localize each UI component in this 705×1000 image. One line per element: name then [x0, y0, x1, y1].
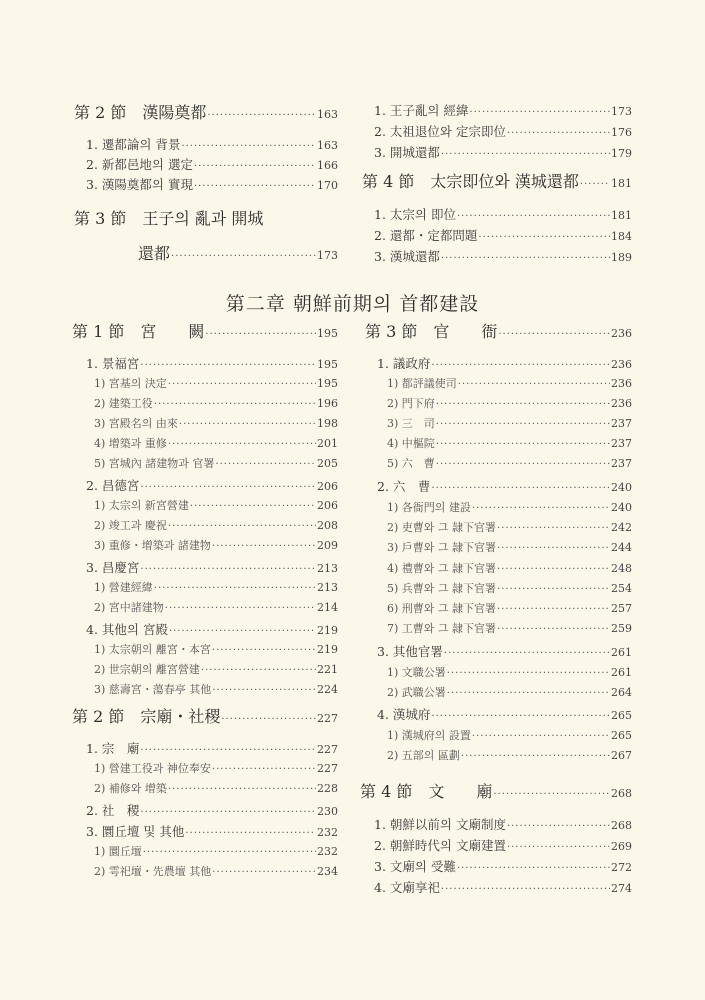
page-number: 224 — [317, 683, 338, 696]
dot-leader — [436, 457, 610, 470]
dot-leader — [436, 437, 610, 450]
entry-label: 4) 增築과 重修 — [94, 437, 167, 450]
dot-leader — [441, 145, 610, 160]
entry-label: 1) 圜丘壇 — [94, 845, 142, 858]
page-number: 227 — [317, 712, 338, 725]
page-number: 196 — [317, 397, 338, 410]
page-number: 237 — [611, 417, 632, 430]
toc-subitem-entry — [94, 415, 338, 431]
dot-leader — [185, 824, 316, 839]
dot-leader — [171, 244, 316, 263]
entry-label: 5) 六 曹 — [387, 457, 435, 470]
entry-label: 3. 其他官署 — [377, 644, 443, 659]
dot-leader — [457, 859, 610, 874]
dot-leader — [497, 521, 610, 534]
dot-leader — [212, 683, 316, 696]
page-number: 179 — [611, 147, 632, 160]
entry-label: 2) 吏曹와 그 隷下官署 — [387, 521, 497, 534]
dot-leader — [447, 666, 610, 679]
dot-leader — [190, 499, 316, 512]
page-number: 206 — [317, 480, 338, 493]
toc-item-entry — [377, 354, 632, 372]
dot-leader — [207, 103, 316, 122]
dot-leader — [212, 762, 316, 775]
entry-label: 第 2 節 漢陽奠都 — [74, 103, 207, 122]
entry-label: 1. 朝鮮以前의 文廟制度 — [374, 817, 506, 832]
page-number: 230 — [317, 805, 338, 818]
entry-label: 3. 漢城還都 — [374, 249, 440, 264]
dot-leader — [441, 249, 610, 264]
entry-label: 2) 補修와 增築 — [94, 782, 167, 795]
entry-label: 2. 太祖退位와 定宗即位 — [374, 124, 506, 139]
toc-subitem-entry — [94, 599, 338, 615]
page-number: 261 — [611, 666, 632, 679]
dot-leader — [457, 207, 610, 222]
page-number: 248 — [611, 562, 632, 575]
toc-subitem-entry — [94, 843, 338, 859]
page-number: 232 — [317, 845, 338, 858]
dot-leader — [472, 501, 610, 514]
toc-item-entry — [86, 175, 338, 193]
page-number: 272 — [611, 861, 632, 874]
dot-leader — [165, 601, 316, 614]
entry-label: 第 1 節 宮 闕 — [72, 322, 205, 341]
toc-section-entry — [72, 319, 338, 342]
toc-item-entry — [374, 878, 632, 896]
entry-label: 1) 文職公署 — [387, 666, 446, 679]
toc-item-entry — [86, 155, 338, 173]
toc-subitem-entry — [94, 537, 338, 553]
page-number: 173 — [317, 249, 338, 262]
entry-label: 2. 新都邑地의 選定 — [86, 157, 193, 172]
page-number: 195 — [317, 377, 338, 390]
dot-leader — [168, 782, 316, 795]
page-number: 244 — [611, 541, 632, 554]
page-number: 227 — [317, 762, 338, 775]
toc-subitem-entry — [387, 435, 632, 451]
entry-label: 3) 慈壽宮・蕩春亭 其他 — [94, 683, 212, 696]
dot-leader — [493, 782, 610, 801]
dot-leader — [497, 582, 610, 595]
toc-item-entry — [377, 642, 632, 660]
entry-label: 5) 兵曹와 그 隷下官署 — [387, 582, 497, 595]
page-number: 195 — [317, 358, 338, 371]
toc-item-entry — [86, 801, 338, 819]
dot-leader — [194, 177, 316, 192]
toc-subitem-entry — [94, 780, 338, 796]
entry-label: 第 2 節 宗廟・社稷 — [72, 707, 221, 726]
toc-subitem-entry — [94, 395, 338, 411]
page-number: 209 — [317, 539, 338, 552]
toc-section-entry — [365, 319, 632, 342]
toc-subitem-entry — [387, 395, 632, 411]
toc-subitem-entry — [387, 580, 632, 596]
dot-leader — [215, 457, 316, 470]
toc-subitem-entry — [387, 620, 632, 636]
dot-leader — [497, 602, 610, 615]
entry-label: 第 4 節 太宗即位와 漢城還都 — [362, 172, 579, 191]
chapter-title: 第二章 朝鮮前期의 首都建設 — [225, 293, 480, 315]
dot-leader — [497, 622, 610, 635]
page-number: 265 — [611, 729, 632, 742]
page-number: 240 — [611, 501, 632, 514]
page-number: 269 — [611, 840, 632, 853]
toc-section-entry — [74, 100, 338, 123]
dot-leader — [497, 562, 610, 575]
entry-label: 6) 刑曹와 그 隷下官署 — [387, 602, 497, 615]
dot-leader — [168, 519, 316, 532]
entry-label: 還都 — [138, 244, 171, 263]
page-number: 213 — [317, 581, 338, 594]
entry-label: 4. 文廟享祀 — [374, 880, 440, 895]
toc-subitem-entry — [387, 539, 632, 555]
dot-leader — [154, 397, 316, 410]
toc-item-entry — [86, 822, 338, 840]
entry-label: 4) 中樞院 — [387, 437, 435, 450]
entry-label: 3) 三 司 — [387, 417, 435, 430]
page-number: 236 — [611, 327, 632, 340]
dot-leader — [580, 172, 610, 191]
page-number: 236 — [611, 397, 632, 410]
toc-subitem-entry — [387, 664, 632, 680]
dot-leader — [507, 817, 610, 832]
entry-label: 2. 朝鮮時代의 文廟建置 — [374, 838, 506, 853]
page-number: 236 — [611, 377, 632, 390]
dot-leader — [140, 356, 316, 371]
toc-subitem-entry — [387, 727, 632, 743]
entry-label: 3. 開城還都 — [374, 145, 440, 160]
entry-label: 2) 建築工役 — [94, 397, 153, 410]
dot-leader — [431, 479, 610, 494]
dot-leader — [212, 643, 316, 656]
dot-leader — [472, 729, 610, 742]
dot-leader — [436, 417, 610, 430]
page-number: 265 — [611, 709, 632, 722]
entry-label: 2. 社 稷 — [86, 803, 140, 818]
entry-label: 2) 宮中諸建物 — [94, 601, 164, 614]
dot-leader — [140, 741, 316, 756]
page-number: 181 — [611, 177, 632, 190]
page-number: 219 — [317, 624, 338, 637]
page-number: 219 — [317, 643, 338, 656]
entry-label: 1) 營建工役과 神位奉安 — [94, 762, 211, 775]
entry-label: 3. 圜丘壇 및 其他 — [86, 824, 185, 839]
dot-leader — [507, 838, 610, 853]
toc-item-entry — [374, 857, 632, 875]
entry-label: 7) 工曹와 그 隷下官署 — [387, 622, 497, 635]
toc-item-entry — [86, 739, 338, 757]
toc-subitem-entry — [387, 600, 632, 616]
entry-label: 1) 各衙門의 建設 — [387, 501, 471, 514]
dot-leader — [469, 103, 610, 118]
page-number: 268 — [611, 787, 632, 800]
page-number: 184 — [611, 230, 632, 243]
entry-label: 5) 宮城內 諸建物과 官署 — [94, 457, 215, 470]
toc-item-entry — [86, 558, 338, 576]
entry-label: 2. 昌德宮 — [86, 478, 140, 493]
page-number: 267 — [611, 749, 632, 762]
toc-section-entry — [138, 241, 338, 264]
page-number: 242 — [611, 521, 632, 534]
page-number: 228 — [317, 782, 338, 795]
page-number: 170 — [317, 179, 338, 192]
toc-section-entry — [74, 206, 338, 229]
dot-leader — [461, 749, 610, 762]
dot-leader — [478, 228, 610, 243]
dot-leader — [201, 663, 316, 676]
page-number: 189 — [611, 251, 632, 264]
toc-item-entry — [377, 477, 632, 495]
entry-label: 2) 門下府 — [387, 397, 435, 410]
dot-leader — [168, 377, 316, 390]
toc-item-entry — [374, 205, 632, 223]
toc-section-entry — [362, 169, 632, 192]
dot-leader — [140, 803, 316, 818]
toc-subitem-entry — [94, 863, 338, 879]
page-number: 201 — [317, 437, 338, 450]
entry-label: 2) 世宗朝의 離宮營建 — [94, 663, 200, 676]
page-number: 234 — [317, 865, 338, 878]
page-number: 237 — [611, 437, 632, 450]
toc-subitem-entry — [387, 560, 632, 576]
dot-leader — [194, 157, 316, 172]
page-number: 163 — [317, 108, 338, 121]
entry-label: 2) 竣工과 慶祝 — [94, 519, 167, 532]
entry-label: 1) 營建經緯 — [94, 581, 153, 594]
dot-leader — [179, 417, 316, 430]
entry-label: 3. 文廟의 受難 — [374, 859, 456, 874]
entry-label: 1) 宮基의 決定 — [94, 377, 167, 390]
entry-label: 2) 五部의 區劃 — [387, 749, 460, 762]
entry-label: 2) 雩祀壇・先農壇 其他 — [94, 865, 212, 878]
page-number: 205 — [317, 457, 338, 470]
dot-leader — [143, 845, 316, 858]
page-number: 257 — [611, 602, 632, 615]
toc-subitem-entry — [94, 760, 338, 776]
page-number: 221 — [317, 663, 338, 676]
toc-subitem-entry — [387, 455, 632, 471]
dot-leader — [212, 539, 316, 552]
entry-label: 第 3 節 官 衙 — [365, 322, 498, 341]
page-number: 240 — [611, 481, 632, 494]
page-number: 261 — [611, 646, 632, 659]
dot-leader — [168, 437, 316, 450]
toc-item-entry — [374, 836, 632, 854]
toc-subitem-entry — [387, 747, 632, 763]
dot-leader — [154, 581, 316, 594]
dot-leader — [507, 124, 610, 139]
entry-label: 3) 重修・增築과 諸建物 — [94, 539, 211, 552]
page-number: 166 — [317, 159, 338, 172]
dot-leader — [181, 137, 316, 152]
toc-subitem-entry — [94, 375, 338, 391]
entry-label: 3. 昌慶宮 — [86, 560, 140, 575]
entry-label: 1. 景福宮 — [86, 356, 140, 371]
entry-label: 3. 漢陽奠都의 實現 — [86, 177, 193, 192]
entry-label: 第 4 節 文 廟 — [360, 782, 493, 801]
entry-label: 3) 宮殿名의 由來 — [94, 417, 178, 430]
toc-item-entry — [374, 143, 632, 161]
entry-label: 4. 漢城府 — [377, 707, 431, 722]
page-number: 181 — [611, 209, 632, 222]
toc-subitem-entry — [94, 497, 338, 513]
toc-subitem-entry — [94, 661, 338, 677]
entry-label: 1. 宗 廟 — [86, 741, 140, 756]
entry-label: 第 3 節 王子의 亂과 開城 — [74, 209, 264, 228]
toc-item-entry — [86, 476, 338, 494]
toc-item-entry — [374, 101, 632, 119]
dot-leader — [140, 478, 316, 493]
entry-label: 1. 太宗의 即位 — [374, 207, 456, 222]
page-number: 237 — [611, 457, 632, 470]
page-number: 198 — [317, 417, 338, 430]
entry-label: 1) 漢城府의 設置 — [387, 729, 471, 742]
entry-label: 1) 太宗朝의 離宮・本宮 — [94, 643, 211, 656]
toc-subitem-entry — [94, 455, 338, 471]
dot-leader — [447, 686, 610, 699]
page-number: 264 — [611, 686, 632, 699]
toc-item-entry — [377, 705, 632, 723]
page-number: 213 — [317, 562, 338, 575]
entry-label: 1) 都評議使司 — [387, 377, 457, 390]
page-number: 232 — [317, 826, 338, 839]
toc-item-entry — [374, 247, 632, 265]
page-number: 195 — [317, 327, 338, 340]
toc-item-entry — [374, 122, 632, 140]
page-number: 268 — [611, 819, 632, 832]
page-number: 254 — [611, 582, 632, 595]
toc-subitem-entry — [387, 684, 632, 700]
entry-label: 3) 戶曹와 그 隷下官署 — [387, 541, 497, 554]
dot-leader — [140, 560, 316, 575]
dot-leader — [497, 541, 610, 554]
page-number: 236 — [611, 358, 632, 371]
entry-label: 1. 王子亂의 經緯 — [374, 103, 469, 118]
page-number: 227 — [317, 743, 338, 756]
toc-subitem-entry — [387, 375, 632, 391]
dot-leader — [205, 322, 316, 341]
entry-label: 4. 其他의 宮殿 — [86, 622, 168, 637]
dot-leader — [441, 880, 610, 895]
toc-item-entry — [86, 135, 338, 153]
dot-leader — [212, 865, 316, 878]
toc-subitem-entry — [94, 579, 338, 595]
dot-leader — [169, 622, 316, 637]
toc-section-entry — [360, 779, 632, 802]
page-number: 176 — [611, 126, 632, 139]
toc-subitem-entry — [387, 519, 632, 535]
toc-subitem-entry — [94, 681, 338, 697]
dot-leader — [431, 356, 610, 371]
toc-item-entry — [374, 226, 632, 244]
page-number: 173 — [611, 105, 632, 118]
entry-label: 4) 禮曹와 그 隷下官署 — [387, 562, 497, 575]
toc-subitem-entry — [94, 435, 338, 451]
page-number: 259 — [611, 622, 632, 635]
toc-subitem-entry — [387, 499, 632, 515]
dot-leader — [498, 322, 610, 341]
entry-label: 1. 遷都論의 背景 — [86, 137, 181, 152]
toc-item-entry — [86, 620, 338, 638]
dot-leader — [221, 707, 316, 726]
page-number: 206 — [317, 499, 338, 512]
toc-item-entry — [86, 354, 338, 372]
toc-subitem-entry — [94, 641, 338, 657]
dot-leader — [444, 644, 610, 659]
toc-item-entry — [374, 815, 632, 833]
toc-section-entry — [72, 704, 338, 727]
page-number: 163 — [317, 139, 338, 152]
page-number: 208 — [317, 519, 338, 532]
dot-leader — [458, 377, 610, 390]
toc-subitem-entry — [94, 517, 338, 533]
entry-label: 2) 武職公署 — [387, 686, 446, 699]
dot-leader — [436, 397, 610, 410]
dot-leader — [431, 707, 610, 722]
page-number: 214 — [317, 601, 338, 614]
entry-label: 1) 太宗의 新宮營建 — [94, 499, 189, 512]
entry-label: 2. 還都・定都問題 — [374, 228, 478, 243]
page-number: 274 — [611, 882, 632, 895]
toc-subitem-entry — [387, 415, 632, 431]
entry-label: 1. 議政府 — [377, 356, 431, 371]
entry-label: 2. 六 曹 — [377, 479, 431, 494]
